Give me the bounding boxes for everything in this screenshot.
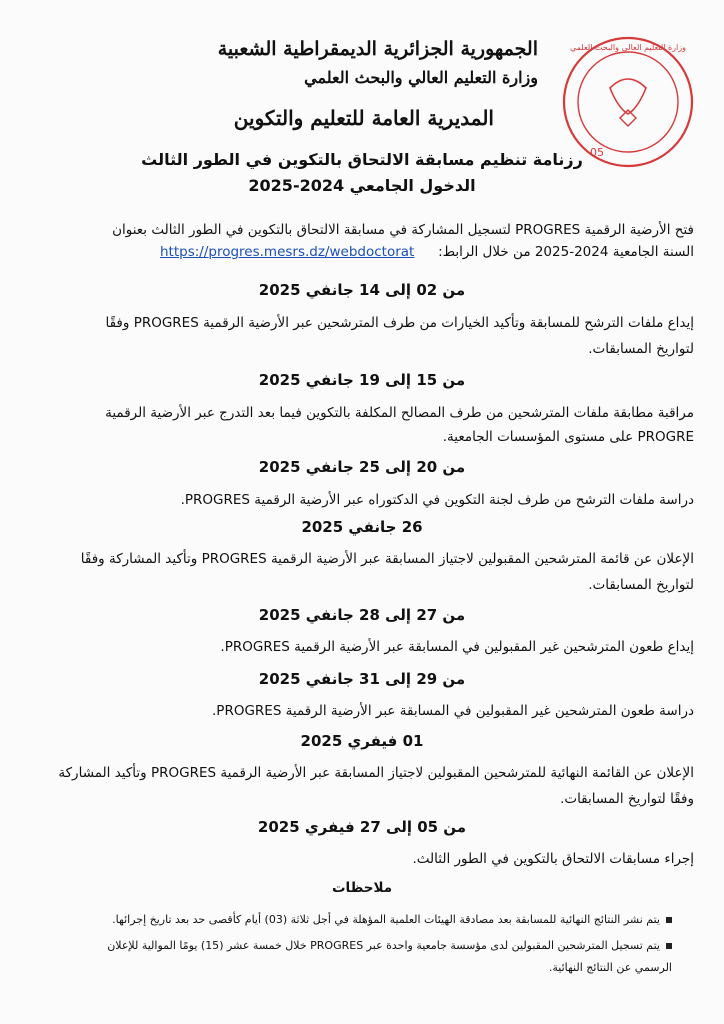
schedule-text-5a: إيداع طعون المترشحين غير المقبولين في المسابقة عبر الأرضية الرقمية PROGRES. [220,639,694,655]
stamp-emblem [610,79,646,114]
stamp-text: وزارة التعليم العالي والبحث العلمي [570,43,686,52]
intro-line-2: السنة الجامعية 2024-2025 من خلال الرابط: [438,244,694,260]
schedule-text-2b: PROGRE على مستوى المؤسسات الجامعية. [442,429,694,445]
note-text-1: يتم نشر النتائج النهائية للمسابقة بعد مصادقة الهيئات العلمية المؤهلة في أجل ثلاثة (03) أيام كأقصى حد بعد تاريخ إجرائها. [112,913,660,926]
ministry-heading: وزارة التعليم العالي والبحث العلمي [304,68,538,87]
schedule-text-1b: لتواريخ المسابقات. [588,341,694,357]
bullet-icon [666,917,672,923]
schedule-date-2: من 15 إلى 19 جانفي 2025 [258,371,466,389]
stamp-outer-ring [564,38,692,166]
stamp-star [620,110,636,126]
official-stamp [550,30,700,170]
direction-heading: المديرية العامة للتعليم والتكوين [233,106,494,130]
stamp-number: 05 [590,146,604,159]
schedule-text-7b: وفقًا لتواريخ المسابقات. [560,791,694,807]
intro-line-1: فتح الأرضية الرقمية PROGRES لتسجيل المشاركة في مسابقة الالتحاق بالتكوين في الطور الثالث بعنوان [112,222,694,238]
schedule-text-6a: دراسة طعون المترشحين غير المقبولين في المسابقة عبر الأرضية الرقمية PROGRES. [212,703,694,719]
schedule-date-1: من 02 إلى 14 جانفي 2025 [258,281,466,299]
republic-heading: الجمهورية الجزائرية الديمقراطية الشعبية [217,38,538,60]
note-item-2 [40,936,672,956]
note-text-2: يتم تسجيل المترشحين المقبولين لدى مؤسسة جامعية واحدة عبر PROGRES خلال خمسة عشر (15) يومًا الموالية للإعلان [107,939,660,952]
schedule-text-4b: لتواريخ المسابقات. [588,577,694,593]
note-item-2-cont: الرسمي عن النتائج النهائية. [548,961,672,974]
document-subtitle: الدخول الجامعي 2024-2025 [248,176,476,195]
schedule-text-4a: الإعلان عن قائمة المترشحين المقبولين لاجتياز المسابقة عبر الأرضية الرقمية PROGRES وتأكيد المشاركة وفقًا [80,551,694,567]
schedule-date-8: من 05 إلى 27 فيفري 2025 [257,818,467,836]
notes-title: ملاحظات [331,880,393,896]
schedule-text-3a: دراسة ملفات الترشح من طرف لجنة التكوين في الدكتوراه عبر الأرضية الرقمية PROGRES. [180,492,694,508]
schedule-text-8a: إجراء مسابقات الالتحاق بالتكوين في الطور الثالث. [412,851,694,867]
schedule-text-1a: إيداع ملفات الترشح للمسابقة وتأكيد الخيارات من طرف المترشحين عبر الأرضية الرقمية PROGRES وفقًا [105,315,694,331]
note-item-1 [40,910,672,930]
schedule-date-5: من 27 إلى 28 جانفي 2025 [258,606,466,624]
stamp-inner-ring [578,52,678,152]
schedule-date-3: من 20 إلى 25 جانفي 2025 [258,458,466,476]
document-title: رزنامة تنظيم مسابقة الالتحاق بالتكوين في الطور الثالث [141,150,583,169]
schedule-text-2a: مراقبة مطابقة ملفات المترشحين من طرف المصالح المكلفة بالتكوين فيما بعد التدرج عبر الأرضية الرقمية [105,405,694,421]
schedule-date-6: من 29 إلى 31 جانفي 2025 [258,670,466,688]
schedule-date-7: 01 فيفري 2025 [300,732,424,750]
bullet-icon [666,943,672,949]
schedule-text-7a: الإعلان عن القائمة النهائية للمترشحين المقبولين لاجتياز المسابقة عبر الأرضية الرقمية PROGRES وتأكيد المشاركة [58,765,694,781]
progres-link[interactable]: https://progres.mesrs.dz/webdoctorat [160,244,415,260]
schedule-date-4: 26 جانفي 2025 [301,518,423,536]
